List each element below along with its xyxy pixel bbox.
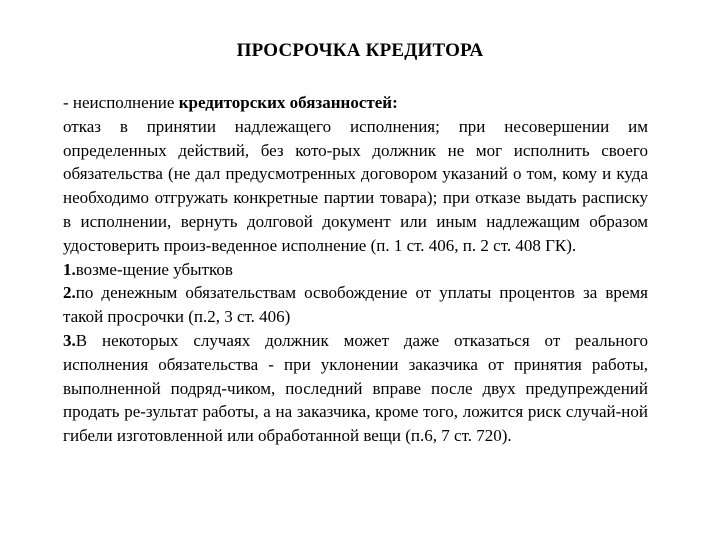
intro-paragraph [63,91,648,258]
list-item [63,329,648,448]
list-item [63,281,648,329]
intro-text: отказ в принятии надлежащего исполнения; при несовершении им определенных действий, без кото-рых должник не мог исполнить своего обязательства (не дал предусмотренных договором указаний о том, кому и куда необходимо отгружать конкретные партии товара); при отказе выдать расписку в исполнении, вернуть долговой документ или иным надлежащим образом удостоверить произ-веденное исполнение (п. 1 ст. 406, п. 2 ст. 408 ГК). [63,116,648,255]
list-item-number: 2. [63,283,76,303]
list-item-text: по денежным обязательствам освобождение от уплаты процентов за время такой просрочки (п.2, 3 ст. 406) [63,283,648,327]
page-title: ПРОСРОЧКА КРЕДИТОРА [236,40,484,61]
list-item-text: В некоторых случаях должник может даже отказаться от реального исполнения обязательства - при уклонении заказчика от принятия работы, выполненной подряд-чиком, последний вправе после двух предупреждений продать ре-зультат работы, а на заказчика, кроме того, ложится риск случай-ной гибели изготовленной или обработанной вещи (п.6, 7 ст. 720). [63,330,648,446]
intro-lead-bold: кредиторских обязанностей: [178,93,398,112]
list-item-number: 1. [63,259,76,279]
list-item [63,258,648,282]
intro-lead: - неисполнение [63,93,179,112]
list-item-number: 3. [63,330,76,350]
list-item-text: возме-щение убытков [75,259,233,279]
content-body [63,91,648,448]
